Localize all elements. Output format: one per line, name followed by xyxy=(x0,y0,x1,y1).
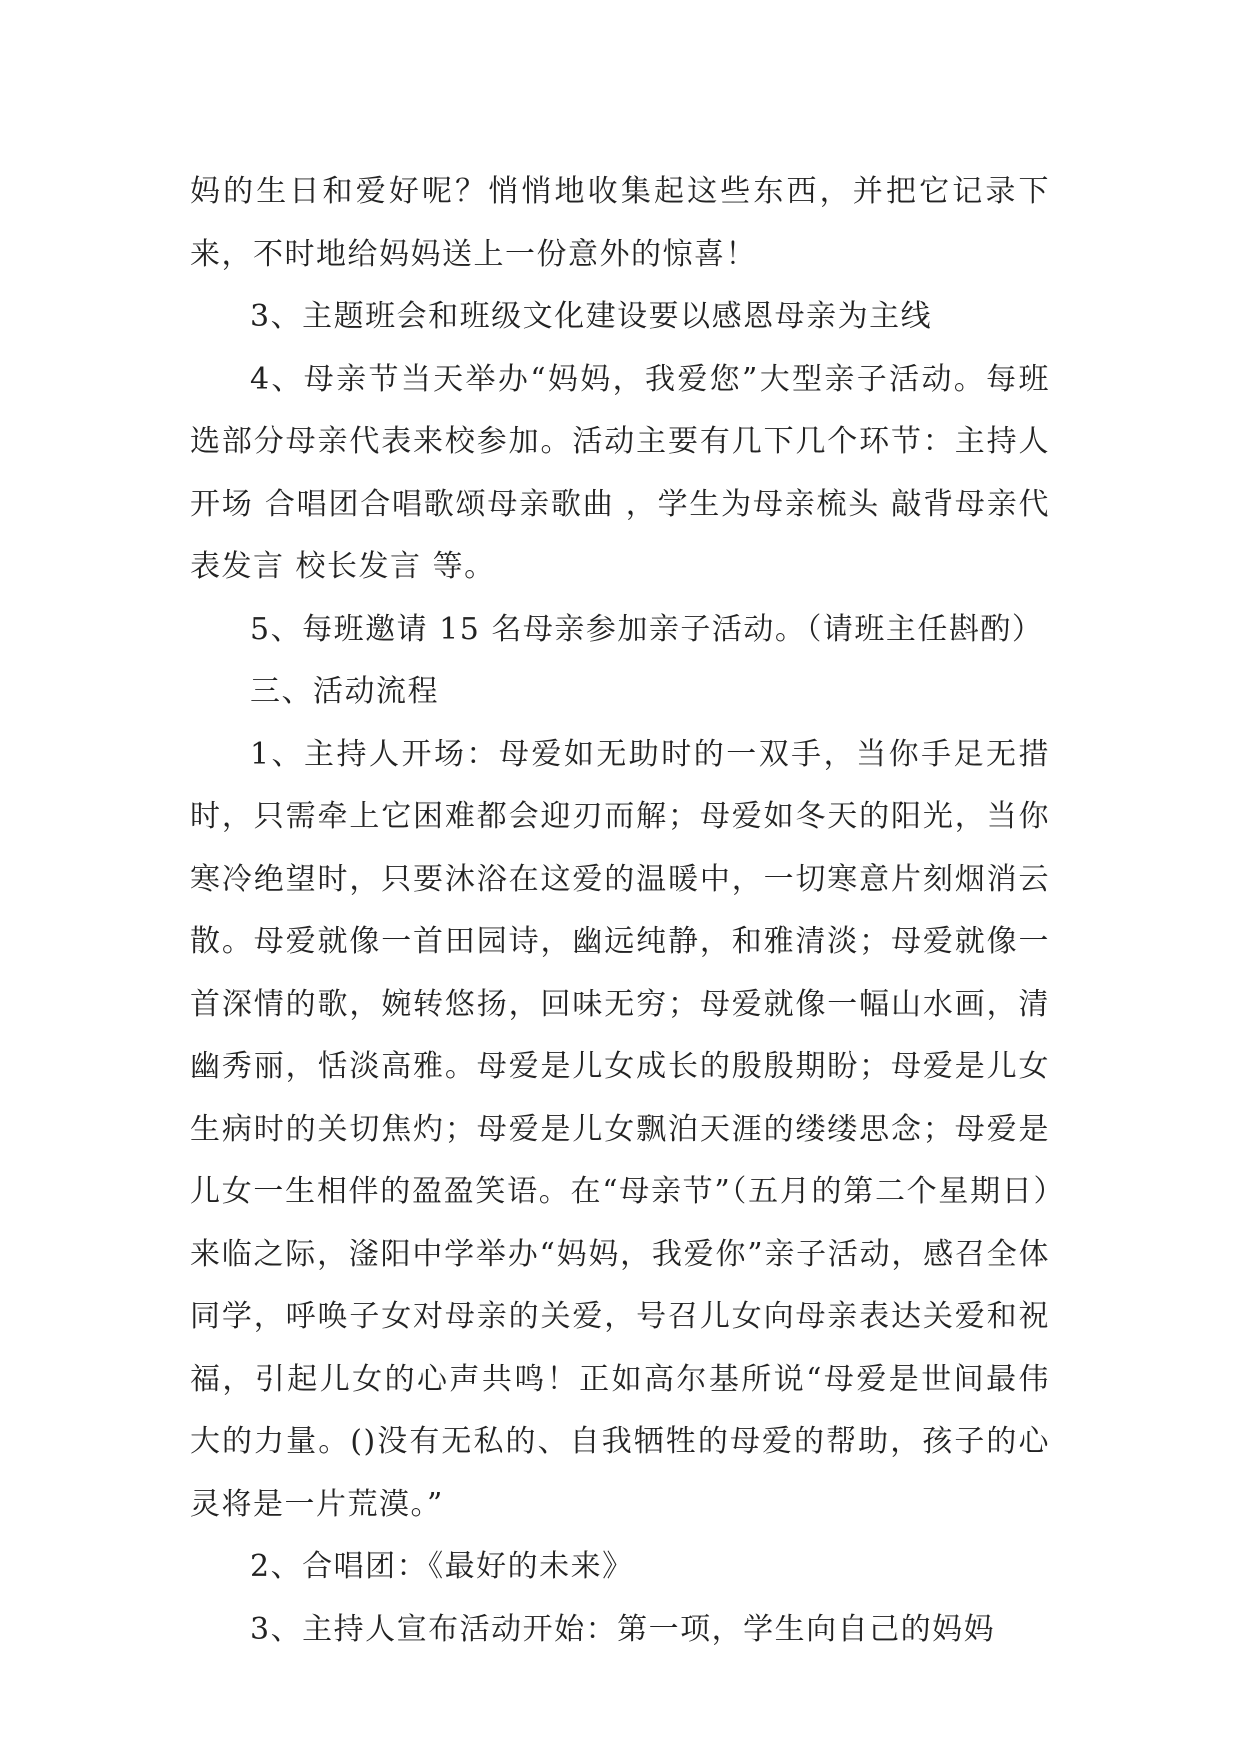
document-body xyxy=(190,161,1050,1661)
paragraph-4: 5、每班邀请 15 名母亲参加亲子活动。（请班主任斟酌） xyxy=(250,611,1044,647)
paragraph-2: 3、主题班会和班级文化建设要以感恩母亲为主线 xyxy=(250,299,933,334)
paragraph-6: 2、合唱团：《最好的未来》 xyxy=(250,1549,634,1584)
paragraph-5: 1、主持人开场：母爱如无助时的一双手，当你手足无措时，只需牵上它困难都会迎刃而解；母爱如冬天的阳光，当你寒冷绝望时，只要沐浴在这爱的温暖中，一切寒意片刻烟消云散。母爱就像一首田园诗，幽远纯静，和雅清淡；母爱就像一首深情的歌，婉转悠扬，回味无穷；母爱就像一幅山水画，清幽秀丽，恬淡高雅。母爱是儿女成长的殷殷期盼；母爱是儿女生病时的关切焦灼；母爱是儿女飘泊天涯的缕缕思念；母爱是儿女一生相伴的盈盈笑语。在“母亲节”（五月的第二个星期日）来临之际，滏阳中学举办“妈妈，我爱你”亲子活动，感召全体同学，呼唤子女对母亲的关爱，号召儿女向母亲表达关爱和祝福，引起儿女的心声共鸣！正如高尔基所说“母爱是世间最伟大的力量。()没有无私的、自我牺牲的母爱的帮助，孩子的心灵将是一片荒漠。” xyxy=(190,736,1050,1522)
paragraph-1: 妈的生日和爱好呢？悄悄地收集起这些东西，并把它记录下来，不时地给妈妈送上一份意外的惊喜！ xyxy=(190,174,1050,272)
section-heading: 三、活动流程 xyxy=(250,674,439,709)
paragraph-3: 4、母亲节当天举办“妈妈，我爱您”大型亲子活动。每班选部分母亲代表来校参加。活动主要有几下几个环节：主持人开场 合唱团合唱歌颂母亲歌曲 ，学生为母亲梳头 敲背母亲代表发言 校长发言 等。 xyxy=(190,361,1050,584)
paragraph-7: 3、主持人宣布活动开始：第一项，学生向自己的妈妈 xyxy=(250,1611,996,1647)
